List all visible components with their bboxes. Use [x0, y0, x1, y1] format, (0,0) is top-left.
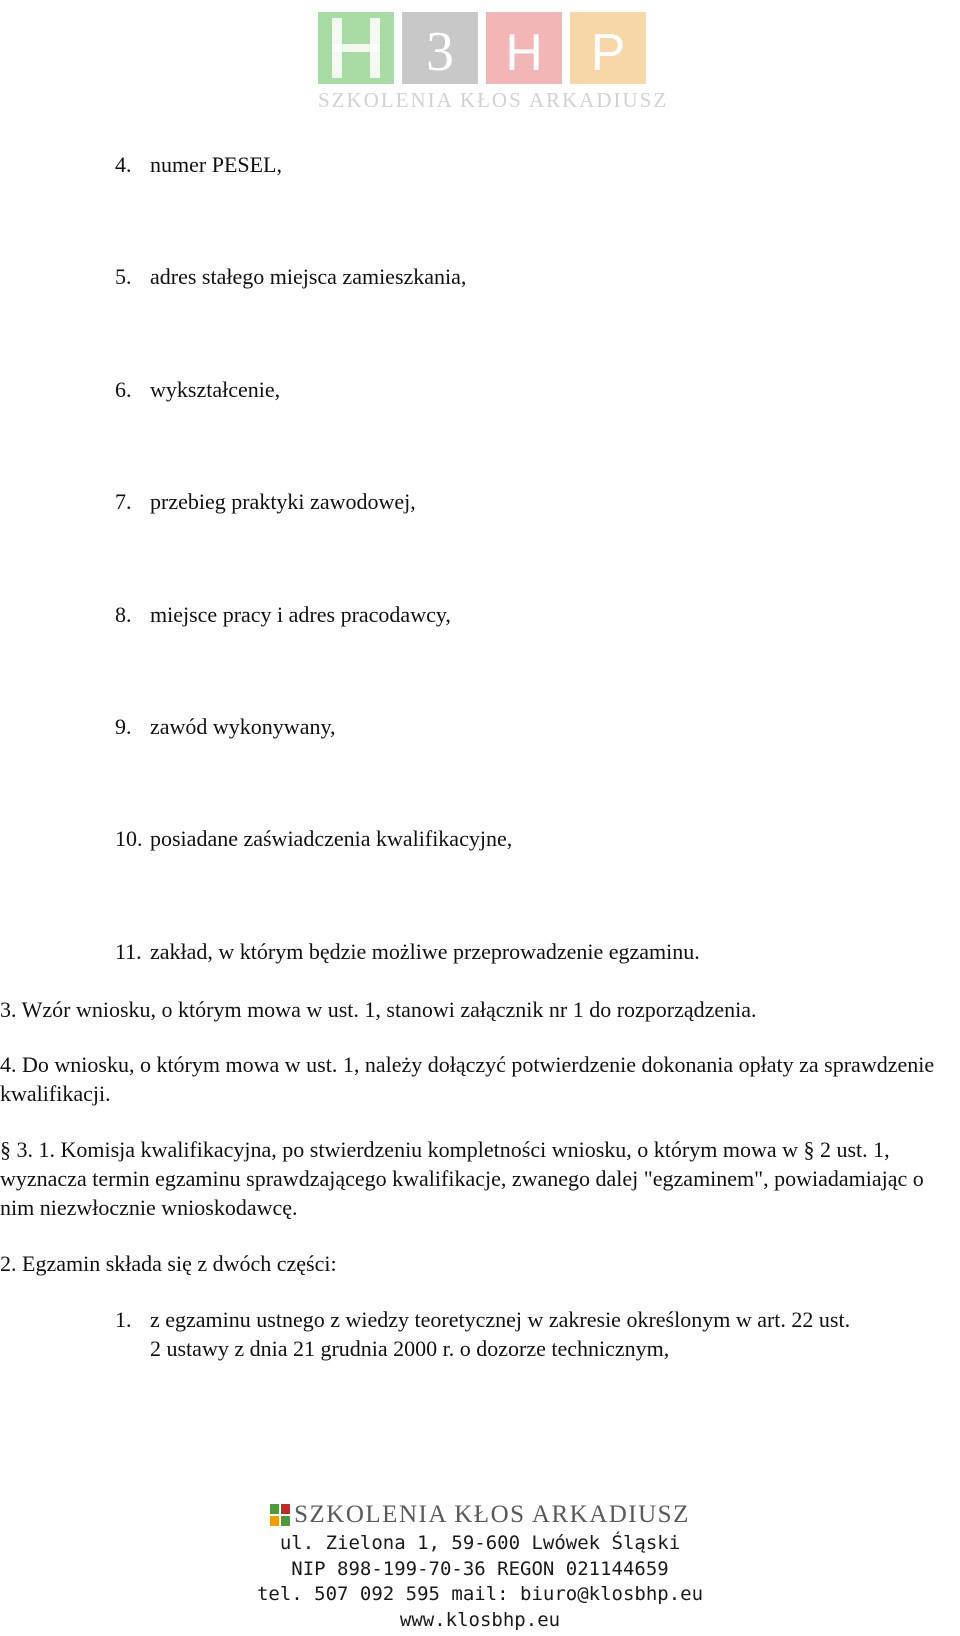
footer-logo-mark-icon	[270, 1504, 290, 1526]
list-item	[115, 487, 416, 516]
list-number: 6.	[115, 377, 132, 402]
list-item	[115, 937, 700, 966]
list-item	[115, 1305, 850, 1334]
list-number: 10.	[115, 826, 143, 851]
list-item	[115, 824, 512, 853]
list-text: wykształcenie,	[150, 377, 281, 402]
list-number: 4.	[115, 152, 132, 177]
list-number: 11.	[115, 939, 142, 964]
list-text: zawód wykonywany,	[150, 714, 336, 739]
logo-caption: SZKOLENIA KŁOS ARKADIUSZ	[318, 88, 669, 112]
list-text: miejsce pracy i adres pracodawcy,	[150, 602, 451, 627]
paragraph: 3. Wzór wniosku, o którym mowa w ust. 1, stanowi załącznik nr 1 do rozporządzenia.	[0, 997, 757, 1022]
footer-brand	[270, 1500, 690, 1530]
svg-text:P: P	[590, 24, 626, 82]
footer-brand-text: SZKOLENIA KŁOS ARKADIUSZ	[294, 1501, 690, 1528]
list-item	[115, 150, 282, 179]
list-number: 5.	[115, 264, 132, 289]
list-text: z egzaminu ustnego z wiedzy teoretycznej w zakresie określonym w art. 22 ust.	[150, 1307, 851, 1332]
list-number: 8.	[115, 602, 132, 627]
paragraph: 4. Do wniosku, o którym mowa w ust. 1, należy dołączyć potwierdzenie dokonania opłaty za sprawdzenie kwalifikacji.	[0, 1052, 935, 1106]
list-text: posiadane zaświadczenia kwalifikacyjne,	[150, 826, 513, 851]
list-text: adres stałego miejsca zamieszkania,	[150, 264, 467, 289]
list-item	[115, 262, 466, 291]
footer-address: ul. Zielona 1, 59-600 Lwówek Śląski	[279, 1532, 681, 1554]
svg-text:3: 3	[426, 21, 454, 83]
list-text: 2 ustawy z dnia 21 grudnia 2000 r. o dozorze technicznym,	[150, 1336, 670, 1361]
list-text: zakład, w którym będzie możliwe przeprowadzenie egzaminu.	[150, 939, 700, 964]
footer-tax-ids: NIP 898-199-70-36 REGON 021144659	[291, 1557, 669, 1580]
page-footer	[0, 1500, 960, 1633]
paragraph: 2. Egzamin składa się z dwóch części:	[0, 1251, 337, 1276]
list-item	[115, 600, 451, 629]
list-item	[115, 712, 336, 741]
list-text: numer PESEL,	[150, 152, 282, 177]
list-number: 9.	[115, 714, 132, 739]
svg-text:H: H	[505, 24, 543, 82]
list-item-continuation	[150, 1334, 669, 1363]
list-text: przebieg praktyki zawodowej,	[150, 489, 416, 514]
footer-website[interactable]: www.klosbhp.eu	[399, 1608, 561, 1631]
list-item	[115, 375, 280, 404]
list-number: 1.	[115, 1307, 132, 1332]
paragraph: § 3. 1. Komisja kwalifikacyjna, po stwierdzeniu kompletności wniosku, o którym mowa w § 2 ust. 1, wyznacza termin egzaminu sprawdzającego kwalifikacje, zwanego dalej "egzaminem", powiadamiając o nim niezwłocznie wnioskodawcę.	[0, 1137, 924, 1220]
list-number: 7.	[115, 489, 132, 514]
footer-contact: tel. 507 092 595 mail: biuro@klosbhp.eu	[256, 1583, 704, 1605]
